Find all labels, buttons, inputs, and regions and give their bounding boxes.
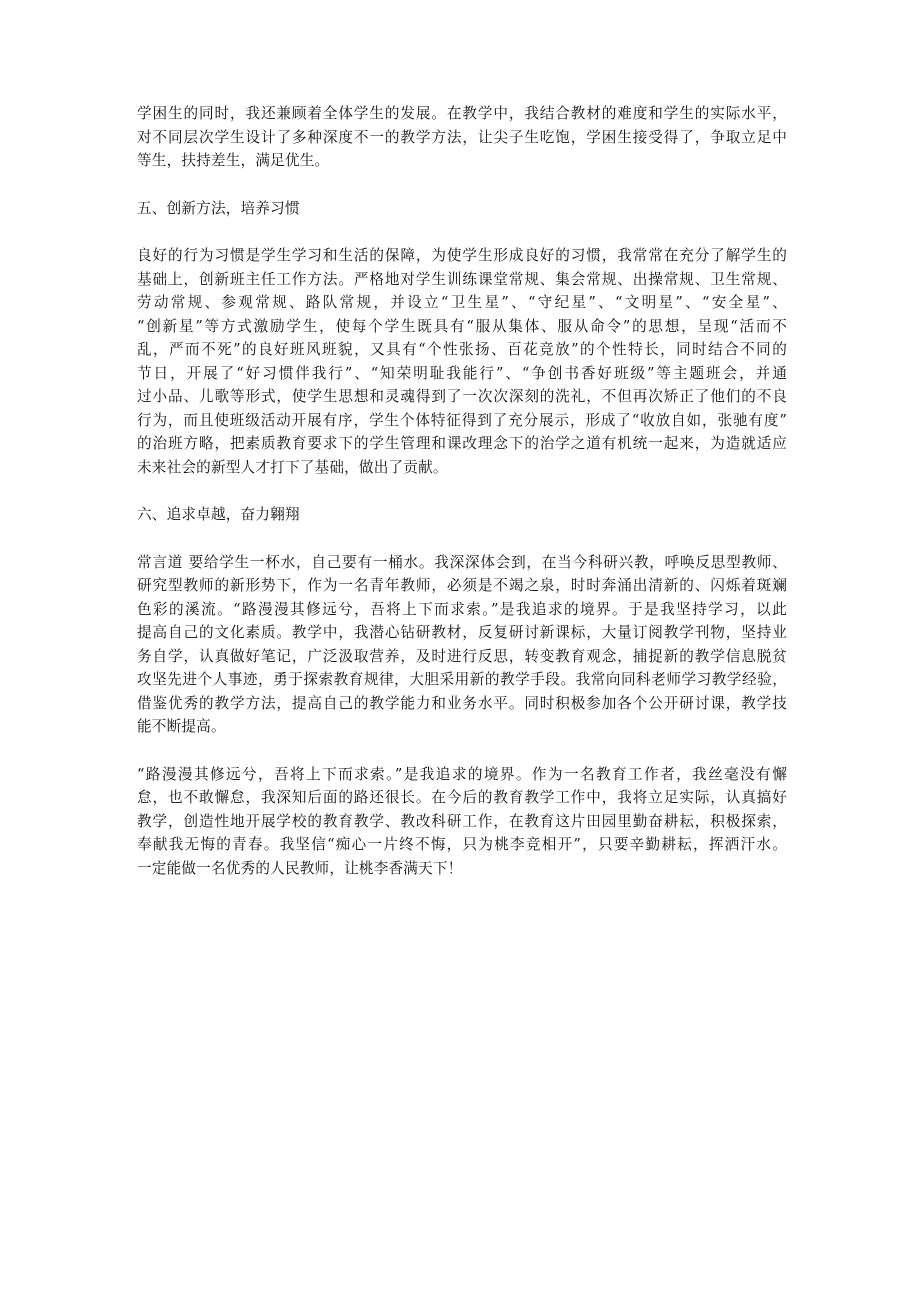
text-line: 常言道 要给学生一杯水，自己要有一桶水。我深深体会到，在当今科研兴教，呼唤反思型教师、 xyxy=(137,553,787,571)
text-line: 学困生的同时，我还兼顾着全体学生的发展。在教学中，我结合教材的难度和学生的实际水平， xyxy=(137,105,787,122)
document-page xyxy=(137,102,787,904)
paragraph-conclusion xyxy=(137,763,787,881)
text-line: 节日，开展了“好习惯伴我行”、“知荣明耻我能行”、“争创书香好班级”等主题班会，并通 xyxy=(137,364,787,382)
text-line: 色彩的溪流。“路漫漫其修远兮，吾将上下而求索。”是我追求的境界。于是我坚持学习，以此 xyxy=(137,600,787,618)
text-line: 未来社会的新型人才打下了基础，做出了贡献。 xyxy=(137,458,448,476)
text-line: 等生，扶持差生，满足优生。 xyxy=(137,152,330,169)
text-line: 教学，创造性地开展学校的教育教学、教改科研工作，在教育这片田园里勤奋耕耘，积极探索， xyxy=(137,812,787,830)
text-line: 能不断提高。 xyxy=(137,718,226,735)
text-line: 过小品、儿歌等形式，使学生思想和灵魂得到了一次次深刻的洗礼，不但再次矫正了他们的不良 xyxy=(137,388,787,405)
text-line: 良好的行为习惯是学生学习和生活的保障，为使学生形成良好的习惯，我常常在充分了解学生的 xyxy=(137,247,787,264)
text-line: 借鉴优秀的教学方法，提高自己的教学能力和业务水平。同时积极参加各个公开研讨课，教学技 xyxy=(137,694,787,712)
text-line: 务自学，认真做好笔记，广泛汲取营养，及时进行反思，转变教育观念，捕捉新的教学信息脱贫 xyxy=(137,647,787,665)
text-line: 攻坚先进个人事迹，勇于探索教育规律，大胆采用新的教学手段。我常向同科老师学习教学经验， xyxy=(137,671,787,688)
heading-text: 六、追求卓越，奋力翱翔 xyxy=(137,506,300,523)
text-line: 的治班方略，把素质教育要求下的学生管理和课改理念下的治学之道有机统一起来，为造就适应 xyxy=(137,435,787,452)
text-line: 乱，严而不死”的良好班风班貌，又具有“个性张扬、百花竞放”的个性特长，同时结合不同的 xyxy=(137,341,787,358)
text-line: “创新星”等方式激励学生，使每个学生既具有“服从集体、服从命令”的思想，呈现“活而不 xyxy=(137,317,787,335)
text-line: 一定能做一名优秀的人民教师，让桃李香满天下！ xyxy=(137,859,463,877)
paragraph-habits xyxy=(137,244,787,479)
section-heading-5 xyxy=(137,197,787,221)
text-line: 对不同层次学生设计了多种深度不一的教学方法，让尖子生吃饱，学困生接受得了，争取立足中 xyxy=(137,128,787,146)
heading-text: 五、创新方法，培养习惯 xyxy=(137,199,300,217)
paragraph-teaching-levels xyxy=(137,102,787,173)
section-heading-6 xyxy=(137,503,787,527)
text-line: 行为，而且使班级活动开展有序，学生个体特征得到了充分展示，形成了“收放自如，张驰有度” xyxy=(137,411,787,429)
text-line: 奉献我无悔的青春。我坚信“痴心一片终不悔，只为桃李竞相开”，只要辛勤耕耘，挥洒汗水。 xyxy=(137,836,787,853)
text-line: 劳动常规、参观常规、路队常规，并设立“卫生星”、“守纪星”、“文明星”、“安全星”、 xyxy=(137,294,787,311)
text-line: “路漫漫其修远兮，吾将上下而求索。”是我追求的境界。作为一名教育工作者，我丝毫没有懈 xyxy=(137,765,787,783)
text-line: 怠，也不敢懈怠，我深知后面的路还很长。在今后的教育教学工作中，我将立足实际，认真搞好 xyxy=(137,789,787,806)
text-line: 研究型教师的新形势下，作为一名青年教师，必须是不竭之泉，时时奔涌出清新的、闪烁着斑斓 xyxy=(137,577,787,594)
paragraph-pursue-excellence xyxy=(137,551,787,739)
text-line: 提高自己的文化素质。教学中，我潜心钻研教材，反复研讨新课标，大量订阅教学刊物，坚持业 xyxy=(137,624,787,641)
text-line: 基础上，创新班主任工作方法。严格地对学生训练课堂常规、集会常规、出操常规、卫生常规、 xyxy=(137,270,787,288)
